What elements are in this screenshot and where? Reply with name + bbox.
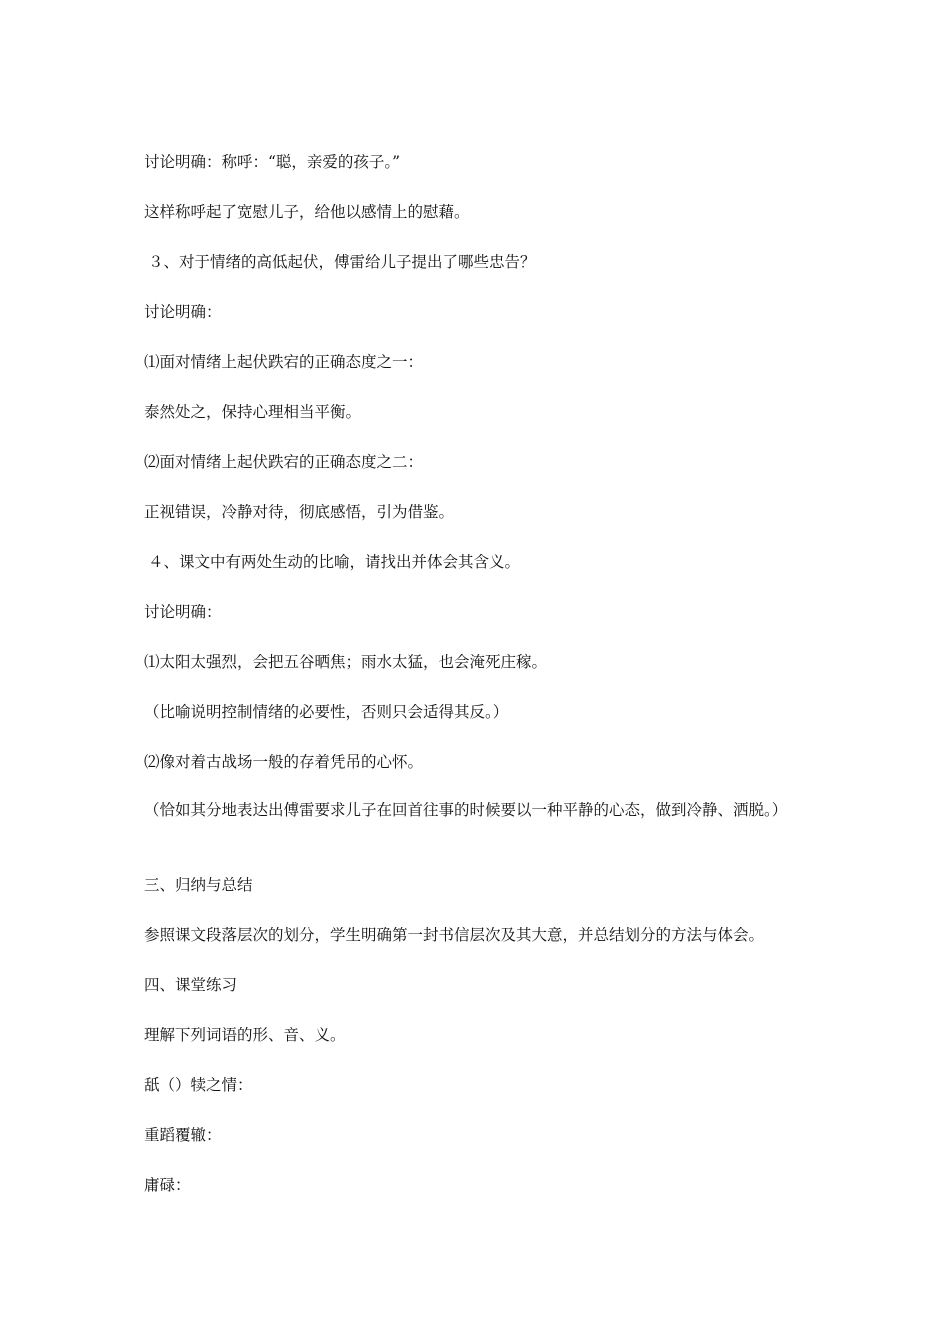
- vocab-item-2: 重蹈覆辙：: [144, 1126, 222, 1144]
- metaphor-one: ⑴太阳太强烈，会把五谷晒焦；雨水太猛，也会淹死庄稼。: [144, 653, 548, 671]
- section-four-heading: 四、课堂练习: [144, 976, 238, 994]
- question-4: ４、课文中有两处生动的比喻，请找出并体会其含义。: [148, 553, 521, 571]
- attitude-two-text: 正视错误，冷静对待，彻底感悟，引为借鉴。: [144, 503, 455, 521]
- discussion-answer-label: 讨论明确：: [144, 603, 222, 621]
- metaphor-two-explanation: （恰如其分地表达出傅雷要求儿子在回首往事的时候要以一种平静的心态，做到冷静、洒脱。）: [144, 801, 788, 819]
- exercise-instruction: 理解下列词语的形、音、义。: [144, 1026, 346, 1044]
- vocab-item-1: 舐（）犊之情：: [144, 1076, 253, 1094]
- discussion-answer-label: 讨论明确：: [144, 303, 222, 321]
- attitude-two-heading: ⑵面对情绪上起伏跌宕的正确态度之二：: [144, 453, 424, 471]
- discussion-answer-address: 讨论明确：称呼：“聪，亲爱的孩子。”: [144, 153, 401, 171]
- vocab-item-3: 庸碌：: [144, 1176, 191, 1194]
- metaphor-one-explanation: （比喻说明控制情绪的必要性，否则只会适得其反。）: [144, 703, 509, 721]
- summary-text: 参照课文段落层次的划分，学生明确第一封书信层次及其大意，并总结划分的方法与体会。: [144, 926, 765, 944]
- metaphor-two: ⑵像对着古战场一般的存着凭吊的心怀。: [144, 753, 424, 771]
- section-three-heading: 三、归纳与总结: [144, 876, 253, 894]
- question-3: ３、对于情绪的高低起伏，傅雷给儿子提出了哪些忠告？: [148, 253, 536, 271]
- attitude-one-heading: ⑴面对情绪上起伏跌宕的正确态度之一：: [144, 353, 424, 371]
- address-explanation: 这样称呼起了宽慰儿子，给他以感情上的慰藉。: [144, 203, 470, 221]
- attitude-one-text: 泰然处之，保持心理相当平衡。: [144, 403, 362, 421]
